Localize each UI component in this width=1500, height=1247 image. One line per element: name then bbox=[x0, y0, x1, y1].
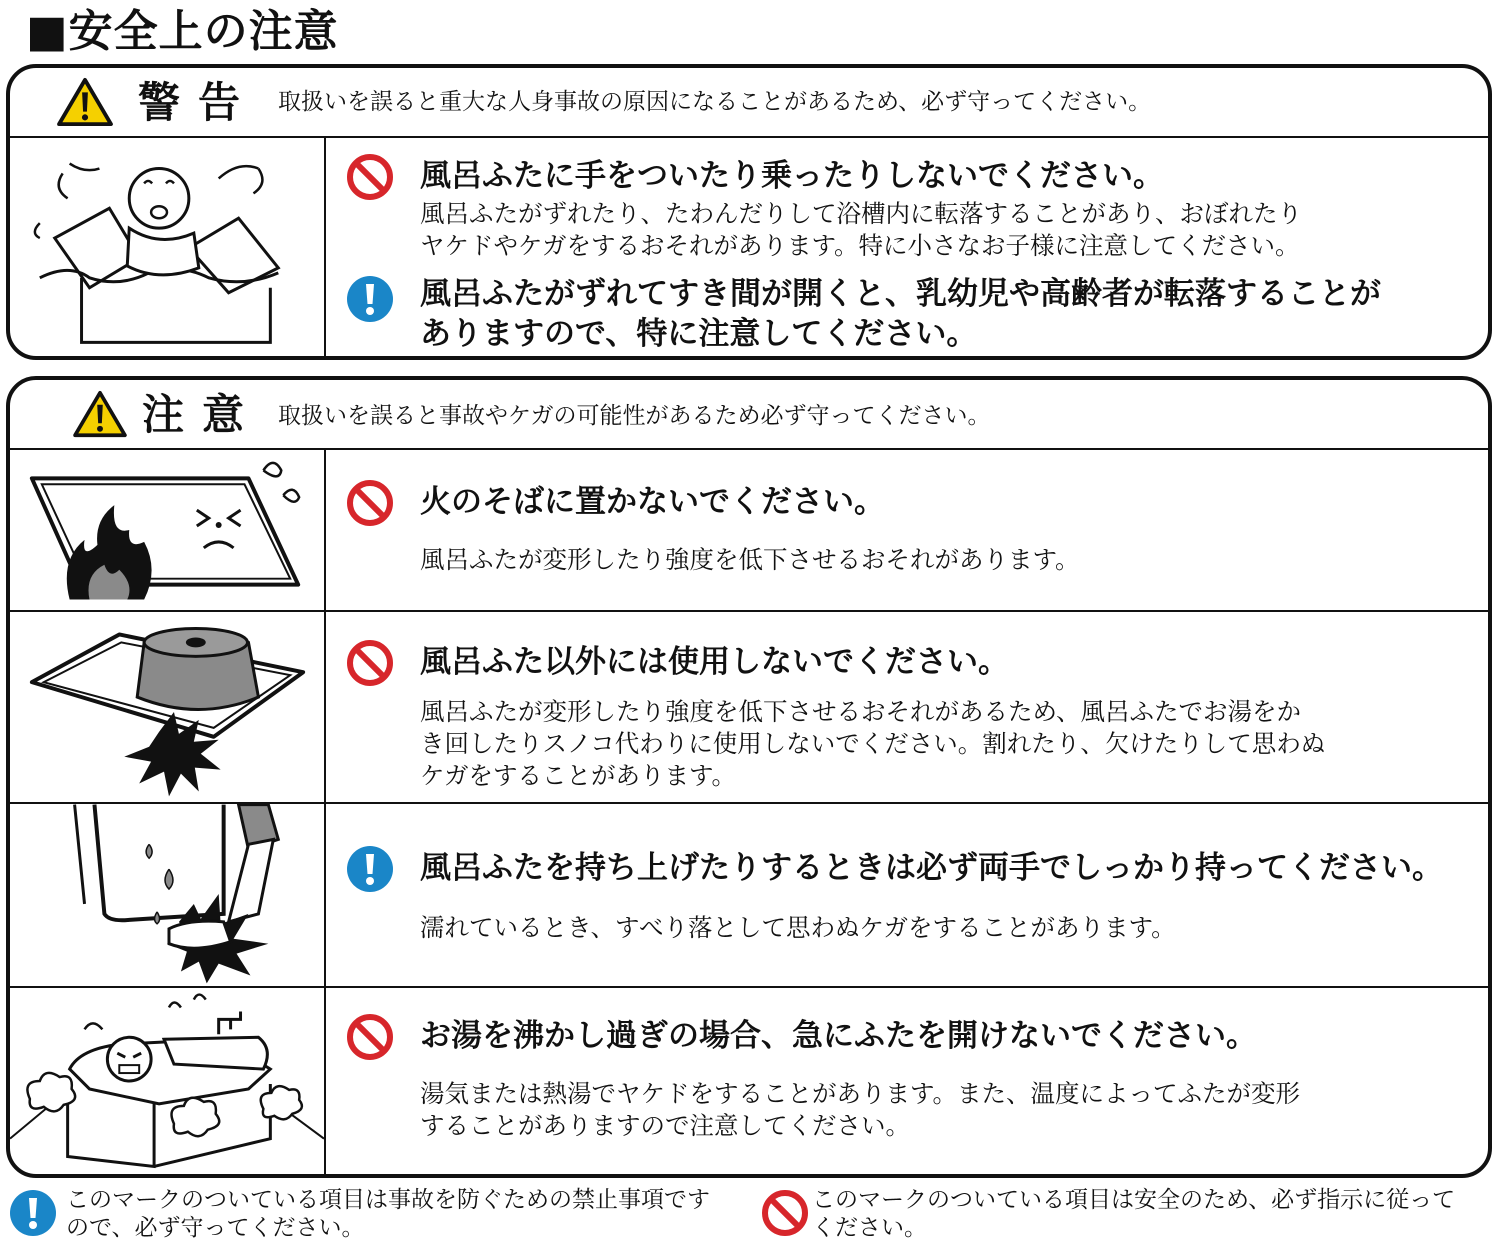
page-title: ■安全上の注意 bbox=[26, 6, 339, 57]
misuse-illustration bbox=[10, 612, 326, 802]
caution-item-title: 風呂ふた以外には使用しないでください。 bbox=[420, 644, 1009, 680]
warning-item-title: 風呂ふたがずれてすき間が開くと、乳幼児や高齢者が転落することが ありますので、特に注意してください。 bbox=[420, 276, 1381, 352]
prohibition-icon bbox=[345, 1012, 395, 1062]
mandatory-icon bbox=[8, 1188, 58, 1238]
stool-on-lid-drawing bbox=[10, 612, 324, 802]
prohibition-icon bbox=[345, 638, 395, 688]
warning-triangle-icon bbox=[56, 77, 114, 127]
caution-row-fire bbox=[10, 450, 1488, 612]
caution-header bbox=[10, 380, 1488, 450]
prohibition-icon bbox=[345, 478, 395, 528]
caution-description: 取扱いを誤ると事故やケガの可能性があるため必ず守ってください。 bbox=[278, 403, 991, 429]
caution-item-body: 濡れているとき、すべり落として思わぬケガをすることがあります。 bbox=[420, 913, 1176, 942]
caution-item-title: 火のそばに置かないでください。 bbox=[420, 484, 885, 520]
legend-mandatory-text: このマークのついている項目は事故を防ぐための禁止事項です ので、必ず守ってください。 bbox=[66, 1187, 710, 1241]
caution-item-body: 風呂ふたが変形したり強度を低下させるおそれがあります。 bbox=[420, 545, 1080, 574]
caution-row-steam bbox=[10, 988, 1488, 1178]
lifting-illustration bbox=[10, 804, 326, 986]
warning-panel bbox=[6, 64, 1492, 360]
caution-row-lifting bbox=[10, 804, 1488, 988]
steam-illustration bbox=[10, 988, 326, 1178]
prohibition-icon bbox=[345, 152, 395, 202]
steam-from-bath-drawing bbox=[10, 988, 324, 1178]
prohibition-icon bbox=[760, 1188, 810, 1238]
legend-prohibition-text: このマークのついている項目は安全のため、必ず指示に従って ください。 bbox=[812, 1187, 1456, 1241]
warning-row bbox=[10, 138, 1488, 360]
warning-item-body: 風呂ふたがずれたり、たわんだりして浴槽内に転落することがあり、おぼれたり ヤケドやケガをするおそれがあります。特に小さなお子様に注意してください。 bbox=[420, 199, 1302, 260]
caution-item-2 bbox=[345, 638, 1478, 788]
lid-slipping-drawing bbox=[10, 804, 324, 986]
warning-item-2 bbox=[345, 274, 1478, 358]
mandatory-icon bbox=[345, 274, 395, 324]
warning-item-1 bbox=[345, 152, 1478, 260]
caution-item-3 bbox=[345, 844, 1478, 964]
warning-label: 警告 bbox=[138, 78, 259, 127]
mandatory-icon bbox=[345, 844, 395, 894]
lid-near-fire-drawing bbox=[10, 450, 324, 610]
caution-item-4 bbox=[345, 1012, 1478, 1162]
fire-illustration bbox=[10, 450, 326, 610]
caution-item-body: 風呂ふたが変形したり強度を低下させるおそれがあるため、風呂ふたでお湯をか き回したりスノコ代わりに使用しないでください。割れたり、欠けたりして思わぬ ケガをすることがあります。 bbox=[420, 697, 1326, 790]
caution-item-title: お湯を沸かし過ぎの場合、急にふたを開けないでください。 bbox=[420, 1018, 1257, 1054]
caution-item-body: 湯気または熱湯でヤケドをすることがあります。また、温度によってふたが変形 することがありますので注意してください。 bbox=[420, 1079, 1301, 1140]
caution-item-1 bbox=[345, 478, 1478, 588]
caution-triangle-icon bbox=[72, 390, 128, 438]
warning-header bbox=[10, 68, 1488, 138]
caution-panel bbox=[6, 376, 1492, 1178]
caution-row-misuse bbox=[10, 612, 1488, 804]
child-on-bath-lid-illustration bbox=[10, 138, 326, 360]
caution-label: 注意 bbox=[142, 390, 263, 439]
child-on-bath-lid-drawing bbox=[10, 138, 324, 360]
legend-prohibition bbox=[760, 1186, 1498, 1244]
caution-item-title: 風呂ふたを持ち上げたりするときは必ず両手でしっかり持ってください。 bbox=[420, 850, 1443, 886]
warning-description: 取扱いを誤ると重大な人身事故の原因になることがあるため、必ず守ってください。 bbox=[278, 89, 1152, 115]
warning-item-title: 風呂ふたに手をついたり乗ったりしないでください。 bbox=[420, 158, 1164, 194]
legend-mandatory bbox=[8, 1186, 760, 1244]
